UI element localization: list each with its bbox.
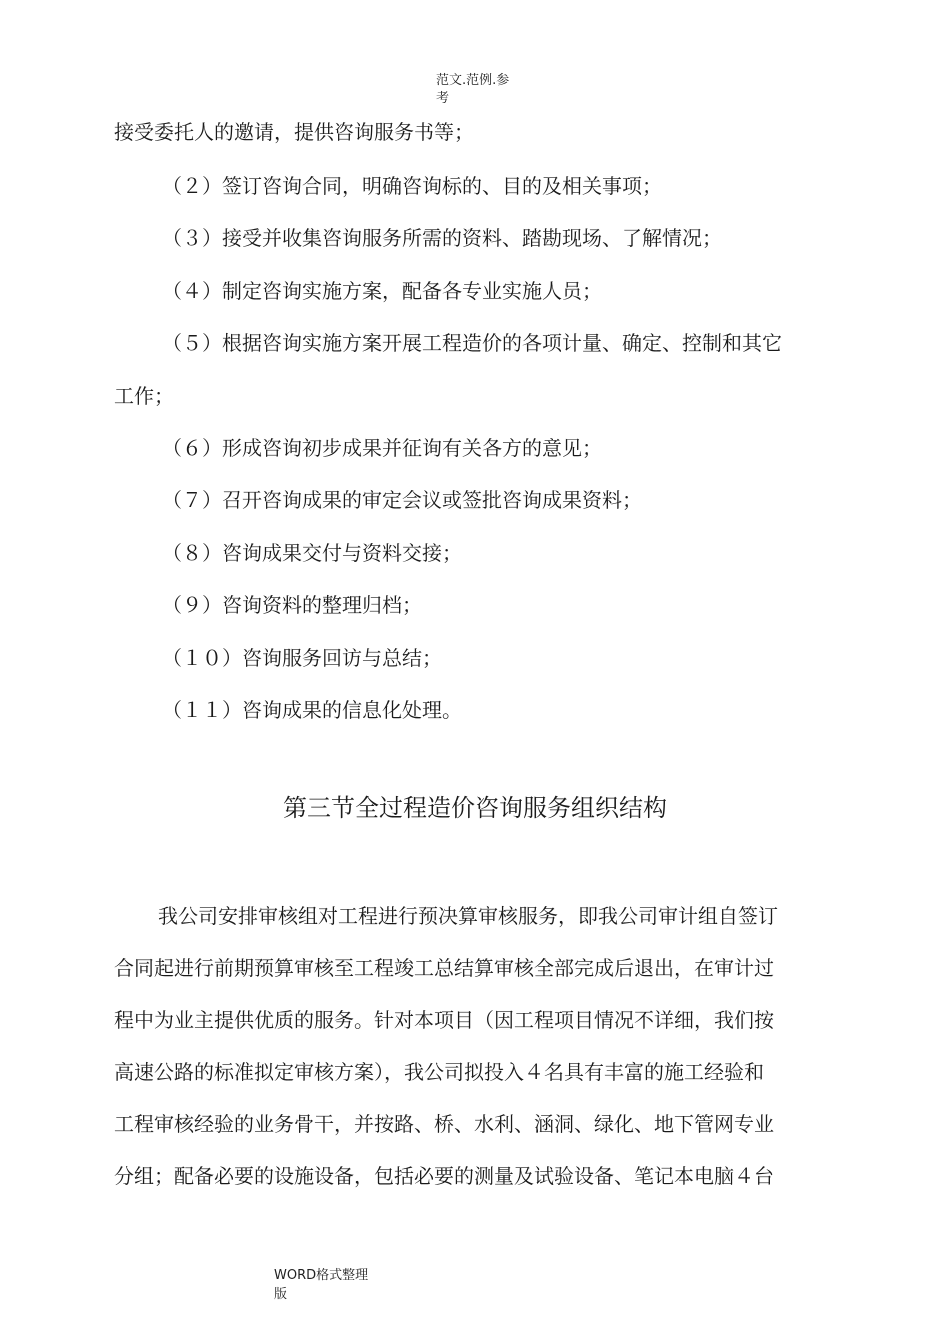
footer-line-1: WORD格式整理	[274, 1268, 369, 1283]
list-item: （７）召开咨询成果的审定会议或签批咨询成果资料；	[162, 488, 642, 512]
header-line-2: 考	[436, 91, 450, 106]
page-header	[436, 72, 536, 108]
list-item: （５）根据咨询实施方案开展工程造价的各项计量、确定、控制和其它	[162, 331, 782, 355]
paragraph-line: 我公司安排审核组对工程进行预决算审核服务，即我公司审计组自签订	[158, 904, 778, 928]
list-item: （６）形成咨询初步成果并征询有关各方的意见；	[162, 436, 602, 460]
page-footer	[274, 1266, 414, 1304]
list-item: （１１）咨询成果的信息化处理。	[162, 698, 462, 722]
paragraph-line: 合同起进行前期预算审核至工程竣工总结算审核全部完成后退出，在审计过	[114, 956, 774, 980]
list-item: （２）签订咨询合同，明确咨询标的、目的及相关事项；	[162, 174, 662, 198]
list-item: （４）制定咨询实施方案，配备各专业实施人员；	[162, 279, 602, 303]
list-item: （８）咨询成果交付与资料交接；	[162, 541, 462, 565]
list-item: （９）咨询资料的整理归档；	[162, 593, 422, 617]
paragraph-line: 高速公路的标准拟定审核方案），我公司拟投入４名具有丰富的施工经验和	[114, 1060, 764, 1084]
text-line: 接受委托人的邀请，提供咨询服务书等；	[114, 120, 474, 144]
header-line-1: 范文.范例.参	[436, 73, 510, 88]
paragraph-line: 程中为业主提供优质的服务。针对本项目（因工程项目情况不详细，我们按	[114, 1008, 774, 1032]
text-line: 工作；	[114, 384, 174, 408]
paragraph-line: 分组；配备必要的设施设备，包括必要的测量及试验设备、笔记本电脑４台	[114, 1164, 774, 1188]
paragraph-line: 工程审核经验的业务骨干，并按路、桥、水利、涵洞、绿化、地下管网专业	[114, 1112, 774, 1136]
list-item: （１０）咨询服务回访与总结；	[162, 646, 442, 670]
list-item: （３）接受并收集咨询服务所需的资料、踏勘现场、了解情况；	[162, 226, 722, 250]
footer-line-2: 版	[274, 1287, 288, 1302]
section-title: 第三节全过程造价咨询服务组织结构	[283, 794, 667, 822]
